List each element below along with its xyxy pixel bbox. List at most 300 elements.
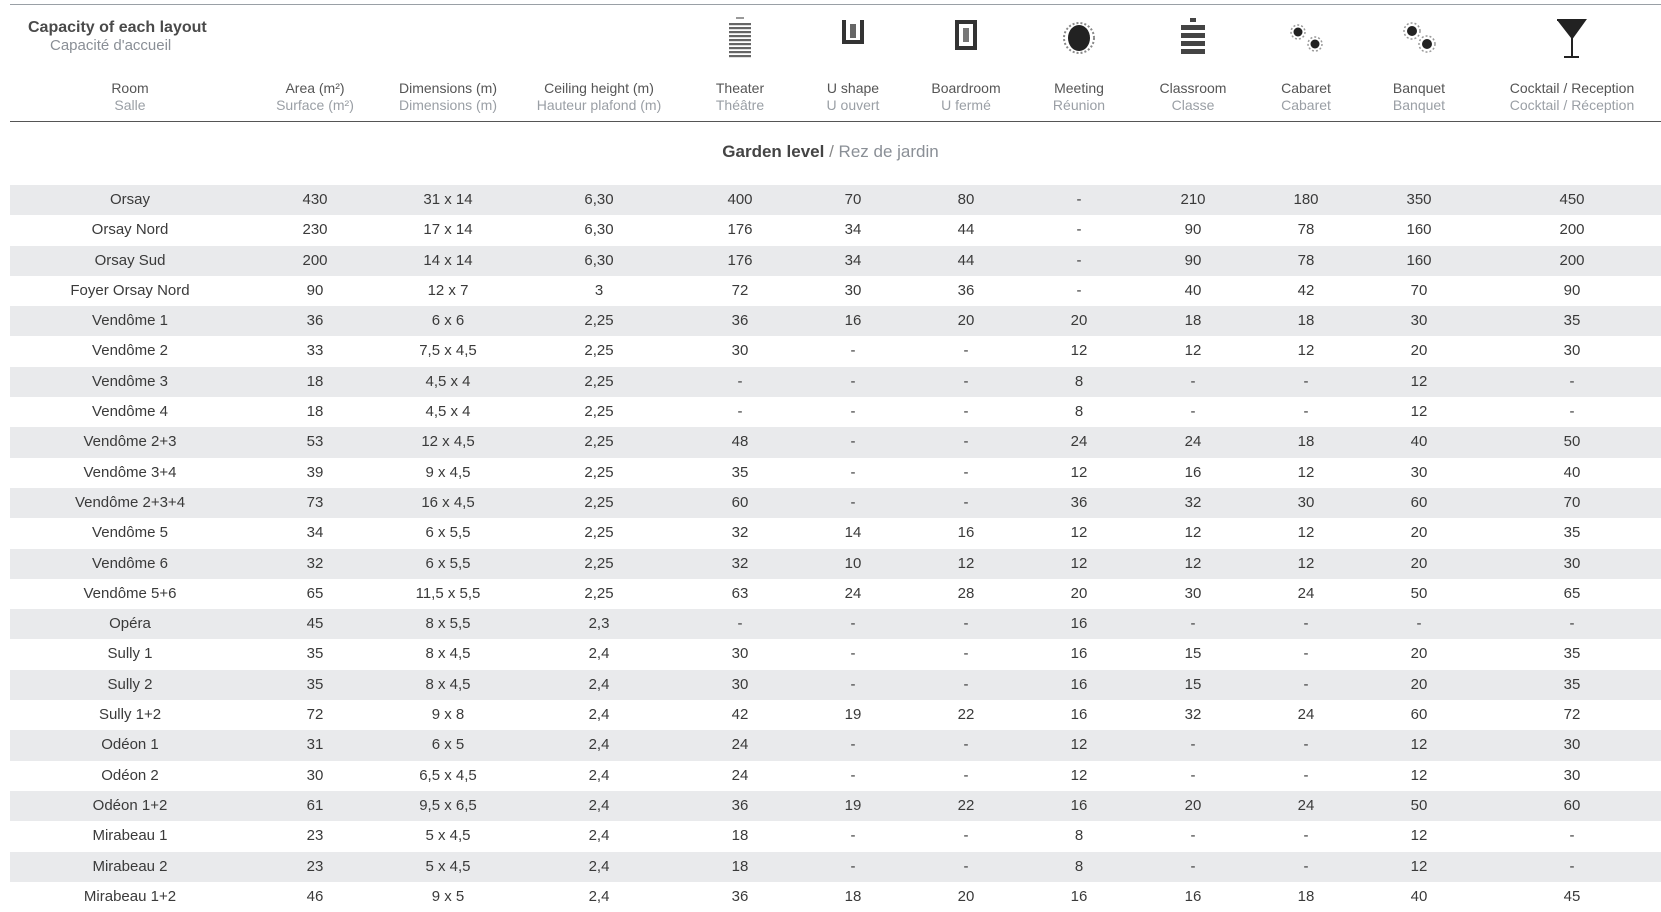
table-cell: 20 — [957, 887, 975, 905]
table-cell: 20 — [1070, 312, 1088, 330]
room-name-cell: Odéon 2 — [101, 766, 159, 784]
table-cell: 16 — [1070, 645, 1088, 663]
table-cell: 30 — [1410, 312, 1428, 330]
table-cell: - — [1190, 766, 1196, 784]
table-cell: - — [963, 857, 969, 875]
table-cell: 6,30 — [584, 251, 614, 269]
table-cell: 24 — [844, 584, 862, 602]
table-cell: 53 — [306, 433, 324, 451]
column-header-english: Classroom — [1159, 80, 1227, 96]
table-cell: - — [1569, 827, 1575, 845]
table-cell: 31 — [306, 736, 324, 754]
room-name-cell: Orsay Nord — [91, 221, 169, 239]
table-cell: 19 — [844, 706, 862, 724]
room-name-cell: Sully 2 — [107, 675, 153, 693]
table-cell: 32 — [1184, 493, 1202, 511]
table-cell: 72 — [306, 706, 324, 724]
table-cell: 2,25 — [584, 312, 614, 330]
table-cell: 18 — [731, 827, 749, 845]
table-cell: 9,5 x 6,5 — [419, 796, 477, 814]
table-cell: 35 — [306, 645, 324, 663]
table-cell: 24 — [1297, 584, 1315, 602]
table-cell: 44 — [957, 251, 975, 269]
table-cell: 90 — [1184, 221, 1202, 239]
table-cell: 30 — [1410, 463, 1428, 481]
table-cell: 30 — [731, 645, 749, 663]
table-cell: 31 x 14 — [423, 191, 473, 208]
room-name-cell: Vendôme 1 — [92, 312, 168, 330]
column-header — [383, 80, 513, 114]
table-row — [10, 215, 1661, 245]
table-cell: 210 — [1180, 191, 1206, 208]
table-cell: 16 x 4,5 — [421, 493, 475, 511]
table-cell: 2,4 — [588, 857, 610, 875]
table-cell: 70 — [1563, 493, 1581, 511]
table-cell: - — [850, 857, 856, 875]
table-cell: - — [1076, 251, 1082, 269]
table-cell: 15 — [1184, 645, 1202, 663]
table-cell: - — [963, 403, 969, 421]
column-header-french: Dimensions (m) — [398, 97, 497, 113]
table-cell: 72 — [1563, 706, 1581, 724]
table-cell: - — [963, 766, 969, 784]
table-cell: 12 — [1297, 554, 1315, 572]
table-cell: - — [1569, 403, 1575, 421]
table-cell: 24 — [731, 766, 749, 784]
table-cell: 350 — [1406, 191, 1432, 208]
table-cell: 12 x 4,5 — [421, 433, 475, 451]
table-cell: 9 x 5 — [431, 887, 465, 905]
table-cell: 18 — [1297, 433, 1315, 451]
room-name-cell: Vendôme 3 — [92, 372, 168, 390]
table-cell: 50 — [1410, 796, 1428, 814]
table-cell: 200 — [1559, 221, 1585, 239]
table-row — [10, 246, 1661, 276]
table-cell: - — [850, 493, 856, 511]
table-cell: 16 — [1070, 796, 1088, 814]
column-header — [916, 80, 1016, 114]
table-cell: 80 — [957, 191, 975, 208]
table-row — [10, 458, 1661, 488]
column-header — [803, 80, 903, 114]
column-header-french: Cabaret — [1281, 97, 1331, 113]
table-cell: 200 — [302, 251, 328, 269]
cabaret-icon — [1286, 16, 1326, 62]
table-cell: 15 — [1184, 675, 1202, 693]
table-row — [10, 276, 1661, 306]
table-cell: - — [1569, 372, 1575, 390]
table-cell: 22 — [957, 796, 975, 814]
table-cell: - — [963, 645, 969, 663]
capacity-table — [10, 185, 1661, 912]
table-cell: - — [850, 433, 856, 451]
table-cell: 2,25 — [584, 372, 614, 390]
table-cell: 36 — [731, 796, 749, 814]
table-cell: 50 — [1563, 433, 1581, 451]
table-cell: 8 — [1074, 857, 1084, 875]
table-cell: 8 x 4,5 — [425, 645, 471, 663]
table-cell: - — [1303, 615, 1309, 633]
table-cell: 2,25 — [584, 524, 614, 542]
table-cell: 12 — [1297, 524, 1315, 542]
table-cell: - — [1569, 615, 1575, 633]
table-row — [10, 185, 1661, 215]
room-name-cell: Mirabeau 1+2 — [83, 887, 177, 905]
column-header — [1029, 80, 1129, 114]
room-name-cell: Mirabeau 1 — [92, 827, 168, 845]
column-header-french: Hauteur plafond (m) — [536, 97, 662, 113]
room-name-cell: Foyer Orsay Nord — [70, 281, 190, 299]
section-separator: / — [829, 142, 834, 161]
table-cell: 78 — [1297, 221, 1315, 239]
table-cell: 180 — [1293, 191, 1319, 208]
table-cell: 60 — [1410, 493, 1428, 511]
table-cell: 24 — [731, 736, 749, 754]
column-header-english: Cabaret — [1281, 80, 1331, 96]
table-row — [10, 761, 1661, 791]
table-cell: 12 — [1410, 766, 1428, 784]
table-cell: 18 — [306, 403, 324, 421]
column-header-english: Room — [111, 80, 149, 96]
table-cell: 12 — [1184, 524, 1202, 542]
column-header-french: Réunion — [1052, 97, 1106, 113]
table-cell: 24 — [1297, 706, 1315, 724]
top-rule — [10, 4, 1661, 5]
table-cell: 14 — [844, 524, 862, 542]
column-header-french: Surface (m²) — [276, 97, 354, 113]
table-cell: 18 — [1297, 312, 1315, 330]
table-cell: 2,4 — [588, 706, 610, 724]
table-cell: 160 — [1406, 251, 1432, 269]
table-cell: - — [850, 372, 856, 390]
table-cell: 44 — [957, 221, 975, 239]
section-french: Rez de jardin — [838, 142, 939, 161]
table-row — [10, 730, 1661, 760]
table-cell: - — [1303, 675, 1309, 693]
table-cell: 18 — [306, 372, 324, 390]
table-cell: 2,4 — [588, 736, 610, 754]
table-cell: - — [1190, 403, 1196, 421]
column-header-english: Theater — [715, 80, 765, 96]
table-cell: 35 — [1563, 312, 1581, 330]
table-cell: - — [1190, 827, 1196, 845]
column-header-english: Dimensions (m) — [398, 80, 497, 96]
table-cell: 35 — [1563, 524, 1581, 542]
table-cell: - — [1303, 645, 1309, 663]
table-cell: - — [737, 403, 743, 421]
table-cell: 60 — [1410, 706, 1428, 724]
table-cell: - — [1303, 857, 1309, 875]
column-header-french: U fermé — [941, 97, 991, 113]
table-cell: 18 — [1297, 887, 1315, 905]
column-header-french: U ouvert — [826, 97, 880, 113]
section-heading — [0, 142, 1661, 162]
room-name-cell: Sully 1+2 — [98, 706, 162, 724]
table-cell: 12 — [1070, 766, 1088, 784]
table-cell: 230 — [302, 221, 328, 239]
table-cell: 70 — [1410, 281, 1428, 299]
column-header-english: Banquet — [1392, 80, 1446, 96]
table-cell: 78 — [1297, 251, 1315, 269]
table-cell: 12 — [1410, 372, 1428, 390]
table-cell: 30 — [731, 675, 749, 693]
table-cell: - — [1303, 372, 1309, 390]
table-cell: - — [1190, 736, 1196, 754]
table-cell: 60 — [731, 493, 749, 511]
header-rule — [10, 121, 1661, 122]
table-cell: - — [963, 615, 969, 633]
table-cell: 2,25 — [584, 403, 614, 421]
table-cell: 6,30 — [584, 221, 614, 239]
classroom-icon — [1173, 16, 1213, 62]
room-name-cell: Orsay — [109, 191, 150, 208]
table-cell: 60 — [1563, 796, 1581, 814]
table-cell: 4,5 x 4 — [425, 403, 471, 421]
table-cell: 16 — [1184, 463, 1202, 481]
table-cell: 30 — [731, 342, 749, 360]
table-cell: 40 — [1410, 887, 1428, 905]
table-cell: 176 — [727, 221, 753, 239]
table-cell: 160 — [1406, 221, 1432, 239]
table-cell: 36 — [306, 312, 324, 330]
column-header — [1256, 80, 1356, 114]
table-cell: 90 — [306, 281, 324, 299]
table-cell: 35 — [1563, 645, 1581, 663]
table-cell: 30 — [306, 766, 324, 784]
table-cell: 63 — [731, 584, 749, 602]
table-cell: 19 — [844, 796, 862, 814]
table-cell: 12 — [1410, 827, 1428, 845]
table-cell: - — [1076, 281, 1082, 299]
meeting-icon — [1059, 16, 1099, 62]
room-name-cell: Vendôme 3+4 — [83, 463, 177, 481]
table-cell: 4,5 x 4 — [425, 372, 471, 390]
table-cell: 18 — [1184, 312, 1202, 330]
table-cell: 90 — [1184, 251, 1202, 269]
theater-icon — [720, 16, 760, 62]
table-row — [10, 882, 1661, 912]
table-cell: - — [1190, 857, 1196, 875]
table-cell: 20 — [1410, 524, 1428, 542]
u-shape-icon — [833, 16, 873, 62]
room-name-cell: Vendôme 2+3+4 — [74, 493, 186, 511]
table-cell: 20 — [1410, 554, 1428, 572]
table-cell: 72 — [731, 281, 749, 299]
table-cell: - — [1303, 827, 1309, 845]
table-cell: - — [1076, 221, 1082, 239]
table-cell: 65 — [306, 584, 324, 602]
table-cell: 48 — [731, 433, 749, 451]
table-cell: 2,25 — [584, 493, 614, 511]
table-cell: 8 — [1074, 827, 1084, 845]
column-header-english: Meeting — [1054, 80, 1104, 96]
table-cell: 22 — [957, 706, 975, 724]
room-name-cell: Vendôme 5+6 — [83, 584, 177, 602]
table-row — [10, 670, 1661, 700]
table-cell: 2,4 — [588, 796, 610, 814]
table-cell: 400 — [727, 191, 753, 208]
table-cell: 2,4 — [588, 675, 610, 693]
column-header-english: Cocktail / Reception — [1509, 80, 1635, 96]
table-cell: - — [963, 342, 969, 360]
table-cell: 16 — [1070, 887, 1088, 905]
title-french: Capacité d'accueil — [50, 37, 172, 54]
table-cell: 200 — [1559, 251, 1585, 269]
table-row — [10, 518, 1661, 548]
table-cell: - — [1076, 191, 1082, 208]
table-cell: 35 — [1563, 675, 1581, 693]
table-row — [10, 397, 1661, 427]
table-cell: 12 — [1410, 857, 1428, 875]
table-cell: 5 x 4,5 — [425, 857, 471, 875]
column-header — [1369, 80, 1469, 114]
table-cell: 10 — [844, 554, 862, 572]
column-header-french: Théâtre — [715, 97, 765, 113]
table-cell: 8 x 5,5 — [425, 615, 471, 633]
table-cell: 24 — [1070, 433, 1088, 451]
banquet-icon — [1399, 16, 1439, 62]
room-name-cell: Odéon 1+2 — [92, 796, 168, 814]
table-cell: 6 x 6 — [431, 312, 465, 330]
table-cell: 12 — [1184, 554, 1202, 572]
table-cell: 12 — [1410, 403, 1428, 421]
table-cell: 12 — [1070, 554, 1088, 572]
table-cell: - — [850, 403, 856, 421]
table-cell: - — [963, 493, 969, 511]
table-cell: 450 — [1559, 191, 1585, 208]
room-name-cell: Vendôme 2+3 — [83, 433, 177, 451]
table-cell: 61 — [306, 796, 324, 814]
column-header — [1487, 80, 1657, 114]
table-cell: 20 — [1410, 675, 1428, 693]
boardroom-icon — [946, 16, 986, 62]
table-cell: - — [963, 675, 969, 693]
table-cell: 12 — [1297, 463, 1315, 481]
table-cell: 2,25 — [584, 342, 614, 360]
column-header-english: Ceiling height (m) — [544, 80, 654, 96]
table-row — [10, 367, 1661, 397]
table-cell: - — [1190, 372, 1196, 390]
table-cell: - — [1303, 766, 1309, 784]
table-cell: 12 — [1070, 342, 1088, 360]
table-cell: - — [1569, 857, 1575, 875]
table-cell: 18 — [844, 887, 862, 905]
table-cell: 11,5 x 5,5 — [415, 584, 481, 602]
table-cell: 30 — [1184, 584, 1202, 602]
column-header-french: Cocktail / Réception — [1509, 97, 1635, 113]
table-cell: 20 — [1410, 342, 1428, 360]
column-header — [514, 80, 684, 114]
table-cell: 6 x 5 — [431, 736, 465, 754]
table-cell: 32 — [1184, 706, 1202, 724]
table-cell: - — [850, 645, 856, 663]
room-name-cell: Vendôme 5 — [92, 524, 168, 542]
table-cell: 2,4 — [588, 645, 610, 663]
table-row — [10, 549, 1661, 579]
room-name-cell: Odéon 1 — [101, 736, 159, 754]
table-cell: 45 — [1563, 887, 1581, 905]
column-header-french: Banquet — [1392, 97, 1446, 113]
table-cell: 40 — [1563, 463, 1581, 481]
table-cell: 7,5 x 4,5 — [419, 342, 477, 360]
table-cell: 70 — [844, 191, 862, 208]
table-cell: - — [1416, 615, 1422, 633]
table-cell: 12 — [1297, 342, 1315, 360]
table-cell: 23 — [306, 857, 324, 875]
table-cell: 12 — [1070, 736, 1088, 754]
table-cell: 24 — [1297, 796, 1315, 814]
room-name-cell: Mirabeau 2 — [92, 857, 168, 875]
table-row — [10, 579, 1661, 609]
table-cell: 6,5 x 4,5 — [419, 766, 477, 784]
room-name-cell: Vendôme 2 — [92, 342, 168, 360]
table-cell: 6,30 — [584, 191, 614, 208]
column-header-french: Classe — [1171, 97, 1215, 113]
table-cell: - — [850, 736, 856, 754]
table-cell: 16 — [1070, 706, 1088, 724]
table-cell: 5 x 4,5 — [425, 827, 471, 845]
table-cell: 42 — [1297, 281, 1315, 299]
table-cell: 35 — [731, 463, 749, 481]
table-cell: 20 — [957, 312, 975, 330]
table-cell: 32 — [731, 524, 749, 542]
table-cell: 40 — [1184, 281, 1202, 299]
room-name-cell: Vendôme 6 — [92, 554, 168, 572]
table-cell: 9 x 4,5 — [425, 463, 471, 481]
table-cell: 33 — [306, 342, 324, 360]
table-cell: 6 x 5,5 — [425, 524, 471, 542]
table-cell: - — [737, 615, 743, 633]
table-cell: 34 — [844, 251, 862, 269]
table-cell: 6 x 5,5 — [425, 554, 471, 572]
table-cell: - — [963, 827, 969, 845]
table-cell: 36 — [731, 312, 749, 330]
room-name-cell: Opéra — [109, 615, 151, 633]
table-cell: 42 — [731, 706, 749, 724]
table-cell: 12 x 7 — [427, 281, 469, 299]
column-header — [690, 80, 790, 114]
room-name-cell: Vendôme 4 — [92, 403, 168, 421]
table-row — [10, 488, 1661, 518]
column-header — [40, 80, 220, 114]
table-cell: 34 — [844, 221, 862, 239]
table-cell: 2,25 — [584, 554, 614, 572]
table-cell: 176 — [727, 251, 753, 269]
table-cell: 36 — [1070, 493, 1088, 511]
table-cell: 16 — [1070, 615, 1088, 633]
table-cell: - — [850, 675, 856, 693]
table-cell: - — [850, 615, 856, 633]
table-cell: - — [737, 372, 743, 390]
table-cell: 20 — [1184, 796, 1202, 814]
table-cell: 73 — [306, 493, 324, 511]
table-cell: 2,4 — [588, 766, 610, 784]
table-cell: 39 — [306, 463, 324, 481]
table-cell: 16 — [1184, 887, 1202, 905]
table-cell: 8 x 4,5 — [425, 675, 471, 693]
table-row — [10, 609, 1661, 639]
table-cell: 2,3 — [588, 615, 610, 633]
table-cell: 16 — [1070, 675, 1088, 693]
table-cell: 2,25 — [584, 463, 614, 481]
table-row — [10, 700, 1661, 730]
table-row — [10, 427, 1661, 457]
table-cell: - — [963, 433, 969, 451]
room-name-cell: Sully 1 — [107, 645, 153, 663]
table-cell: 46 — [306, 887, 324, 905]
table-cell: 32 — [306, 554, 324, 572]
table-cell: 50 — [1410, 584, 1428, 602]
